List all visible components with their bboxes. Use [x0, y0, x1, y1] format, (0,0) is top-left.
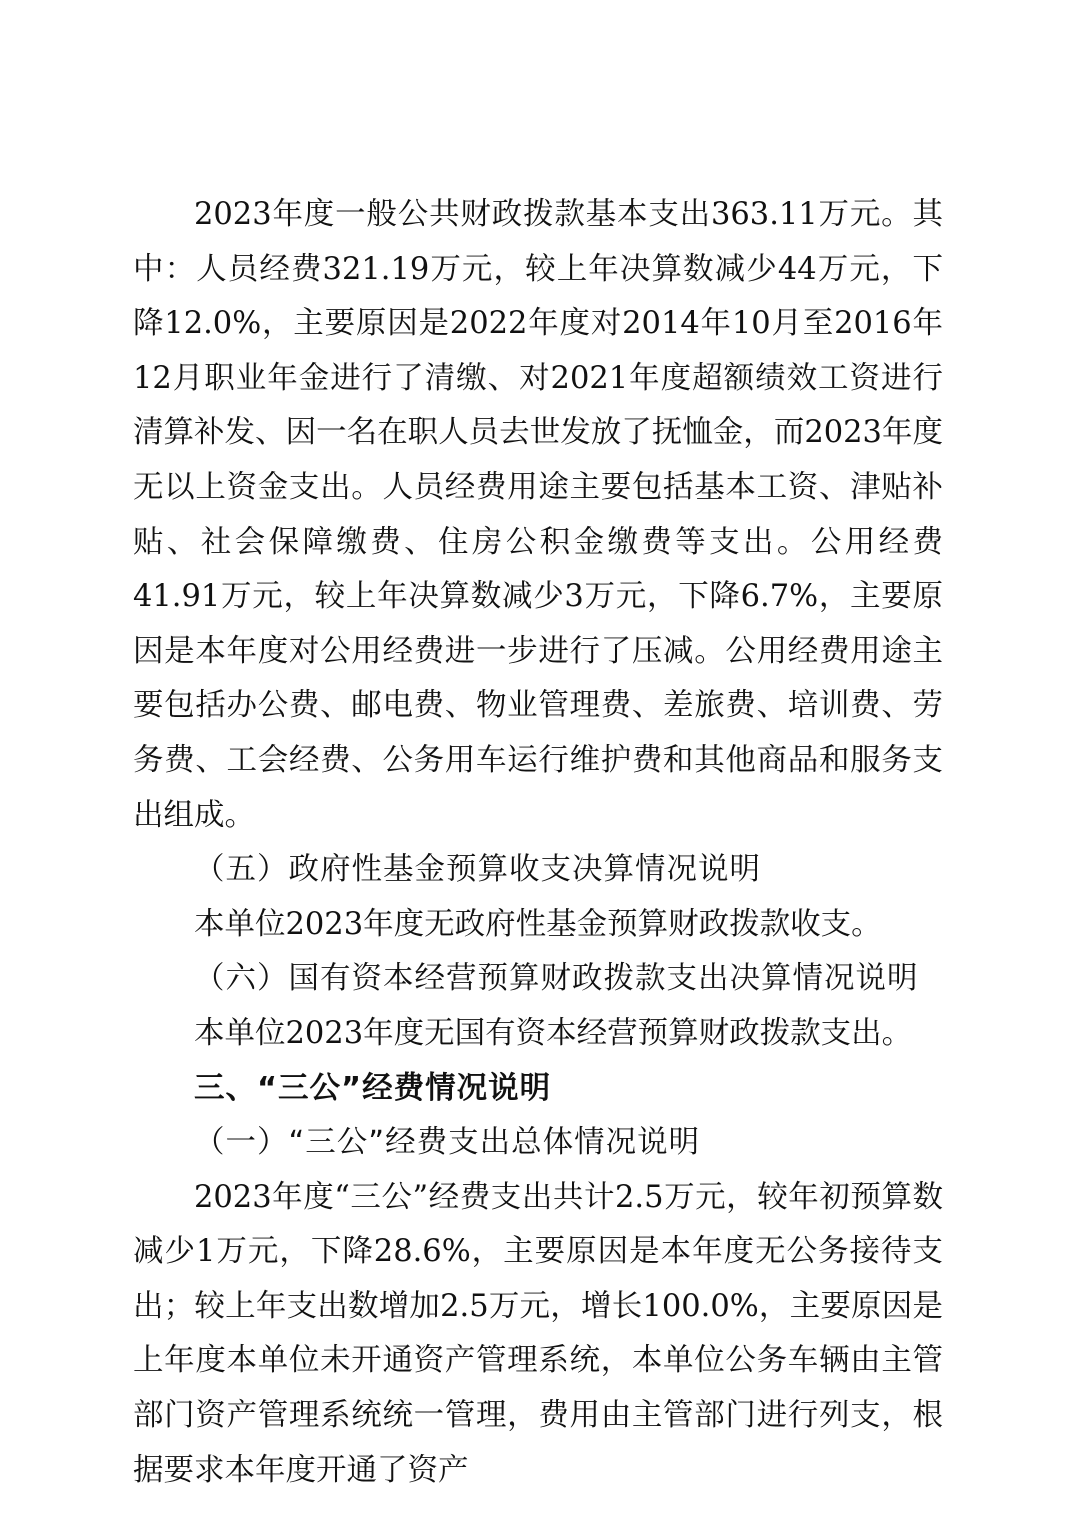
heading-three-public-overall: （一）“三公”经费支出总体情况说明 — [194, 1125, 701, 1161]
paragraph-basic-expenditure: 2023年度一般公共财政拨款基本支出363.11万元。其中：人员经费321.19万元，较上年决算数减少44万元，下降12.0%，主要原因是2022年度对2014年10月至2016年12月职业年金进行了清缴、对2021年度超额绩效工资进行清算补发、因一名在职人员去世发放了抚恤金，而2023年度无以上资金支出。人员经费用途主要包括基本工资、津贴补贴、社会保障缴费、住房公积金缴费等支出。公用经费41.91万元，较上年决算数减少3万元，下降6.7%，主要原因是本年度对公用经费进一步进行了压减。公用经费用途主要包括办公费、邮电费、物业管理费、差旅费、培训费、劳务费、工会经费、公务用车运行维护费和其他商品和服务支出组成。 — [133, 197, 943, 833]
heading-government-fund: （五）政府性基金预算收支决算情况说明 — [194, 852, 761, 888]
heading-state-capital: （六）国有资本经营预算财政拨款支出决算情况说明 — [194, 961, 919, 997]
document-body — [133, 188, 943, 1498]
heading-three-public-expenses: 三、“三公”经费情况说明 — [194, 1070, 552, 1106]
paragraph-government-fund: 本单位2023年度无政府性基金预算财政拨款收支。 — [194, 906, 882, 942]
paragraph-three-public-overall: 2023年度“三公”经费支出共计2.5万元，较年初预算数减少1万元，下降28.6%，主要原因是本年度无公务接待支出；较上年支出数增加2.5万元，增长100.0%，主要原因是上年度本单位未开通资产管理系统，本单位公务车辆由主管部门资产管理系统统一管理，费用由主管部门进行列支，根据要求本年度开通了资产 — [133, 1179, 943, 1488]
paragraph-state-capital: 本单位2023年度无国有资本经营预算财政拨款支出。 — [194, 1015, 913, 1051]
